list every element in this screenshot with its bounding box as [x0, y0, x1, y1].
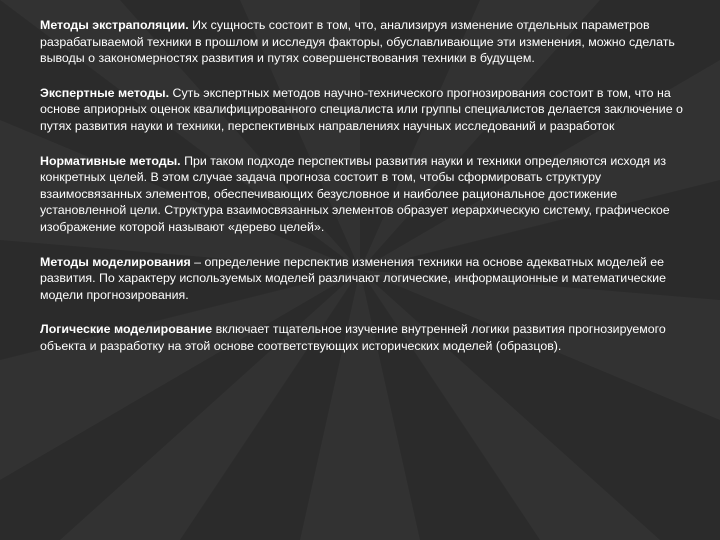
- paragraph-text: включает тщательное изучение внутренней логики развития прогнозируемого объекта и разработку на этой основе соответствующих исторических моделей (образцов).: [40, 322, 666, 353]
- text-content: [40, 17, 690, 373]
- paragraph-heading: Нормативные методы.: [40, 153, 181, 168]
- paragraph-logical-modeling: [40, 321, 690, 354]
- paragraph-modeling: [40, 254, 690, 304]
- paragraph-heading: Экспертные методы.: [40, 85, 170, 100]
- paragraph-heading: Методы экстраполяции.: [40, 18, 189, 32]
- paragraph-text: Суть экспертных методов научно-технического прогнозирования состоит в том, что на основе априорных оценок квалифицированного специалиста или группы специалистов делается заключение о путях развития науки и техники, перспективных направлениях научных исследований и разработок: [40, 85, 683, 133]
- paragraph-normative: [40, 153, 690, 236]
- paragraph-text: Их сущность состоит в том, что, анализируя изменение отдельных параметров разрабатываемой техники в прошлом и исследуя факторы, обуславливающие эти изменения, можно сделать выводы о закономерностях развития и путях совершенствования техники в будущем.: [40, 18, 675, 66]
- paragraph-extrapolation: [40, 17, 690, 67]
- paragraph-expert: [40, 85, 690, 135]
- paragraph-heading: Логические моделирование: [40, 322, 213, 337]
- paragraph-text: При таком подходе перспективы развития науки и техники определяются исходя из конкретных целей. В этом случае задача прогноза состоит в том, чтобы сформировать структуру взаимосвязанных элементов, обеспечивающих безусловное и наиболее рациональное достижение установленной цели. Структура взаимосвязанных элементов образует иерархическую систему, графическое изображение которой называют «дерево целей».: [40, 153, 670, 234]
- paragraph-heading: Методы моделирования: [40, 254, 191, 269]
- paragraph-text: – определение перспектив изменения техники на основе адекватных моделей ее развития. По характеру используемых моделей различают логические, информационные и математические модели прогнозирования.: [40, 254, 666, 302]
